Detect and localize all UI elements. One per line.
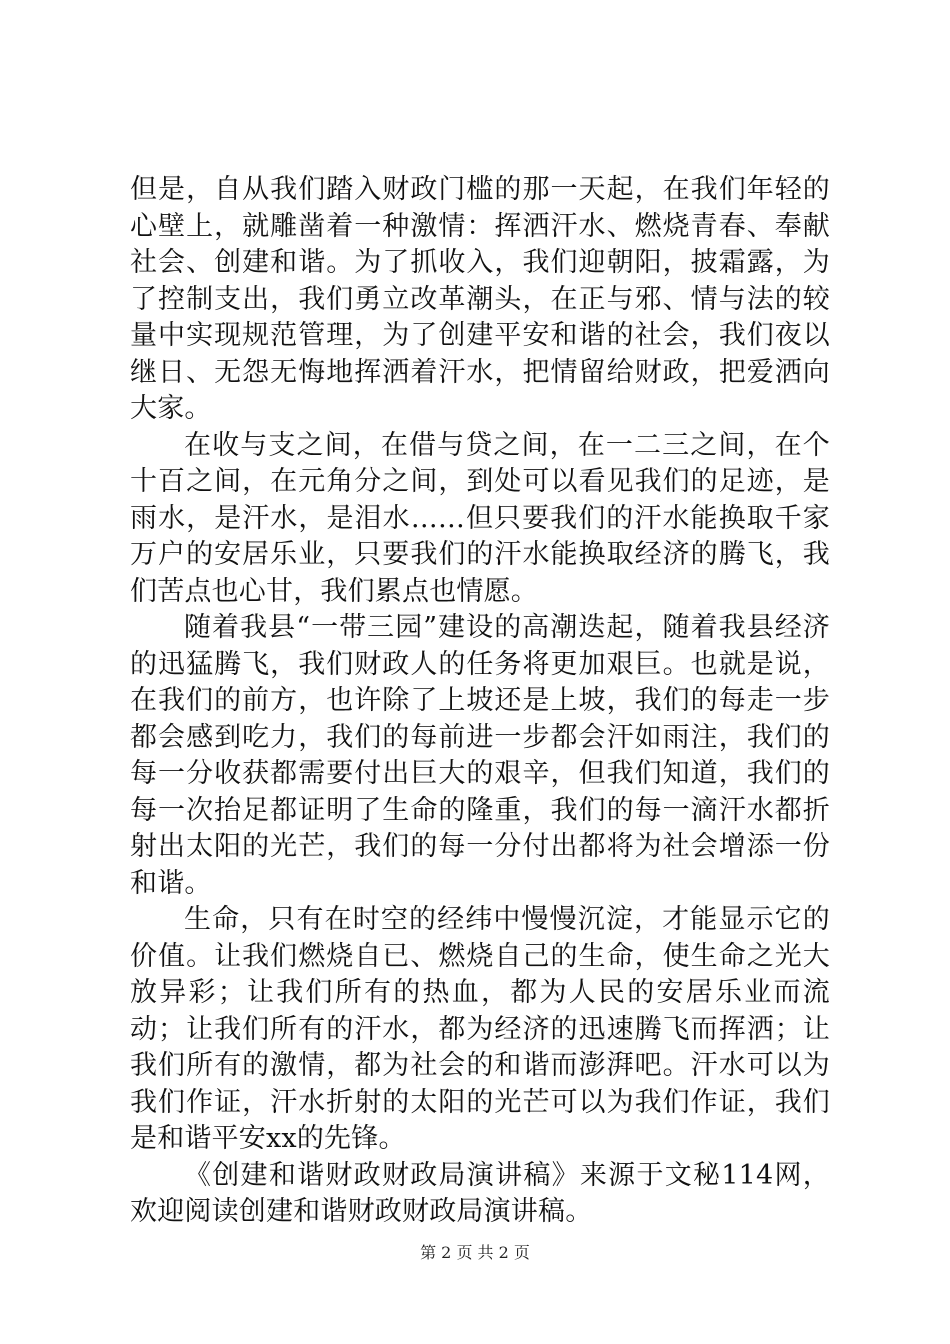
paragraph-1: 但是，自从我们踏入财政门槛的那一天起，在我们年轻的心壁上，就雕凿着一种激情：挥洒汗水、燃烧青春、奉献社会、创建和谐。为了抓收入，我们迎朝阳，披霜露，为了控制支出，我们勇立改革潮头，在正与邪、情与法的较量中实现规范管理，为了创建平安和谐的社会，我们夜以继日、无怨无悔地挥洒着汗水，把情留给财政，把爱洒向大家。 xyxy=(130,174,830,424)
page-number-label: 第 2 页 共 2 页 xyxy=(420,1243,530,1262)
page-footer xyxy=(0,1242,950,1264)
paragraph-4: 生命，只有在时空的经纬中慢慢沉淀，才能显示它的价值。让我们燃烧自已、燃烧自己的生命，使生命之光大放异彩；让我们所有的热血，都为人民的安居乐业而流动；让我们所有的汗水，都为经济的迅速腾飞而挥洒；让我们所有的激情，都为社会的和谐而澎湃吧。汗水可以为我们作证，汗水折射的太阳的光芒可以为我们作证，我们是和谐平安xx的先锋。 xyxy=(130,904,830,1154)
paragraph-5: 《创建和谐财政财政局演讲稿》来源于文秘114网，欢迎阅读创建和谐财政财政局演讲稿。 xyxy=(130,1159,830,1227)
paragraph-3: 随着我县“一带三园”建设的高潮迭起，随着我县经济的迅猛腾飞，我们财政人的任务将更加艰巨。也就是说，在我们的前方，也许除了上坡还是上坡，我们的每走一步都会感到吃力，我们的每前进一步都会汗如雨注，我们的每一分收获都需要付出巨大的艰辛，但我们知道，我们的每一次抬足都证明了生命的隆重，我们的每一滴汗水都折射出太阳的光芒，我们的每一分付出都将为社会增添一份和谐。 xyxy=(130,612,830,899)
paragraph-2: 在收与支之间，在借与贷之间，在一二三之间，在个十百之间，在元角分之间，到处可以看见我们的足迹，是雨水，是汗水，是泪水……但只要我们的汗水能换取千家万户的安居乐业，只要我们的汗水能换取经济的腾飞，我们苦点也心甘，我们累点也情愿。 xyxy=(130,429,830,607)
document-body xyxy=(130,172,830,1231)
